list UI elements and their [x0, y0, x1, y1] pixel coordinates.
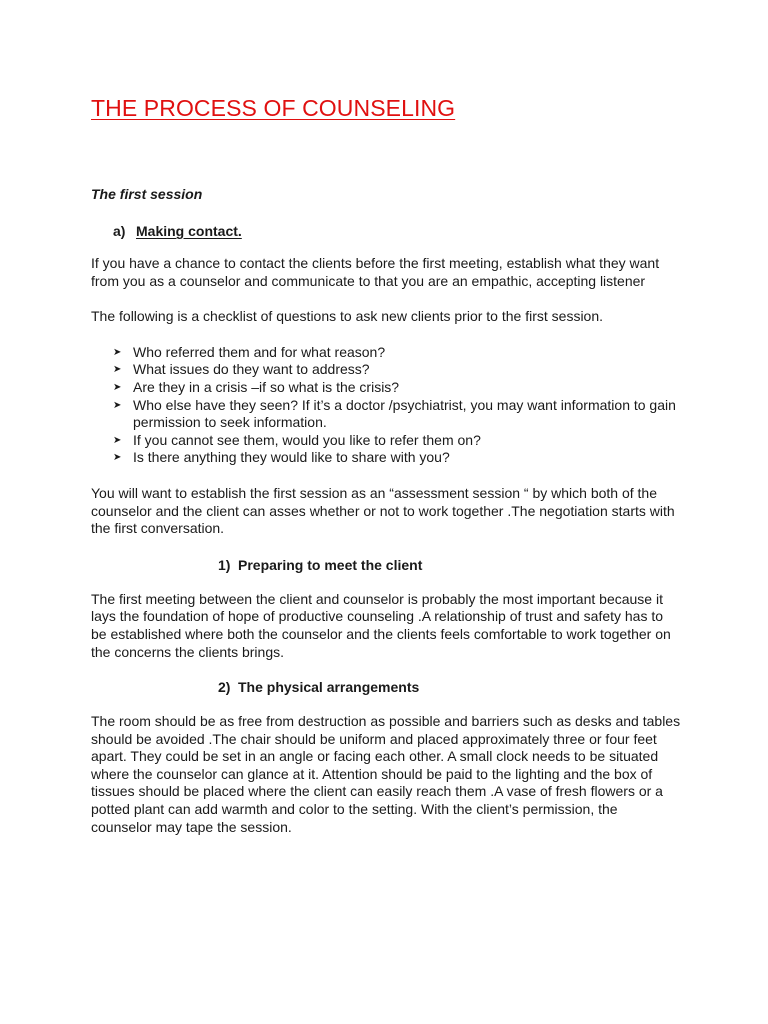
subheading-text: Making contact. — [136, 223, 242, 239]
document-page — [91, 92, 681, 836]
document-title: THE PROCESS OF COUNSELING — [91, 95, 456, 121]
arrow-bullet-icon: ➤ — [113, 399, 122, 411]
paragraph-room: The room should be as free from destruction as possible and barriers such as desks and tables should be avoided .The chair should be uniform and placed approximately three or four feet apart. They could be set in an angle or facing each other. A small clock needs to be situated where the counselor can glance at it. Attention should be paid to the lighting and the box of tissues should be placed where the client can easily reach them .A vase of fresh flowers or a potted plant can add warmth and color to the setting. With the client’s permission, the counselor may tape the session. — [91, 713, 681, 835]
subheading-marker: 2) — [218, 679, 231, 696]
subheading-wrap-physical — [91, 678, 681, 696]
list-item — [91, 397, 681, 432]
subheading-text: Preparing to meet the client — [238, 556, 423, 573]
subheading-marker: a) — [113, 223, 126, 239]
list-item-text: Is there anything they would like to share with you? — [133, 449, 450, 466]
arrow-bullet-icon: ➤ — [113, 381, 122, 393]
arrow-bullet-icon: ➤ — [113, 346, 122, 358]
list-item-text: Who else have they seen? If it’s a doctor /psychiatrist, you may want information to gain permission to seek information. — [133, 396, 676, 431]
paragraph-checklist-intro: The following is a checklist of questions to ask new clients prior to the first session. — [91, 308, 604, 325]
list-item — [91, 379, 681, 397]
list-item-text: If you cannot see them, would you like to refer them on? — [133, 431, 481, 448]
subheading-text: The physical arrangements — [238, 679, 420, 696]
arrow-bullet-icon: ➤ — [113, 452, 122, 464]
list-item-text: Are they in a crisis –if so what is the crisis? — [133, 378, 400, 395]
checklist — [91, 344, 681, 467]
subheading-physical — [218, 678, 681, 696]
subheading-wrap-preparing — [91, 556, 681, 574]
list-item — [91, 344, 681, 362]
paragraph-contact: If you have a chance to contact the clients before the first meeting, establish what they want from you as a counselor and communicate to that you are an empathic, accepting listener — [91, 255, 660, 289]
subheading-making-contact — [113, 222, 681, 240]
paragraph-first-meeting: The first meeting between the client and counselor is probably the most important because it lays the foundation of hope of productive counseling .A relationship of trust and safety has to be established where both the counselor and the clients feels comfortable to work together on the concerns the clients brings. — [91, 590, 671, 660]
subheading-marker: 1) — [218, 556, 231, 573]
list-item-text: Who referred them and for what reason? — [133, 343, 386, 360]
list-item — [91, 449, 681, 467]
list-item — [91, 361, 681, 379]
subheading-preparing — [218, 556, 681, 574]
arrow-bullet-icon: ➤ — [113, 364, 122, 376]
paragraph-assessment: You will want to establish the first session as an “assessment session “ by which both of the counselor and the client can asses whether or not to work together .The negotiation starts with the first conversation. — [91, 484, 675, 537]
list-item-text: What issues do they want to address? — [133, 361, 370, 378]
arrow-bullet-icon: ➤ — [113, 434, 122, 446]
section-heading: The first session — [91, 186, 203, 202]
list-item — [91, 432, 681, 450]
